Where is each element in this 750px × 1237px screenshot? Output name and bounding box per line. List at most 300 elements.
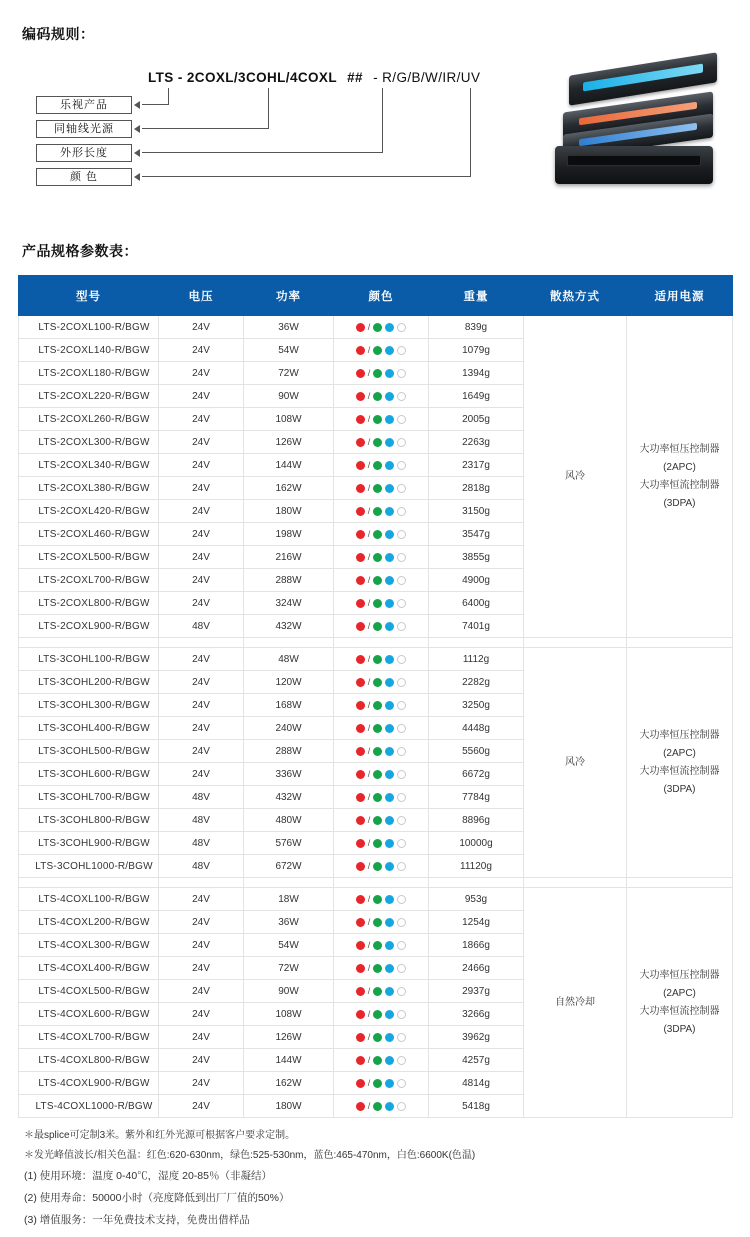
table-row xyxy=(19,316,733,339)
cell-model: LTS-3COHL1000-R/BGW xyxy=(19,855,159,878)
color-cell xyxy=(334,717,429,740)
color-dot-blue xyxy=(385,461,394,470)
cell-power: 432W xyxy=(244,615,334,638)
cell-model: LTS-2COXL340-R/BGW xyxy=(19,454,159,477)
cell-model: LTS-3COHL200-R/BGW xyxy=(19,671,159,694)
connector-line xyxy=(168,88,169,105)
color-dot-blue xyxy=(385,1102,394,1111)
connector-line xyxy=(470,88,471,177)
color-cell xyxy=(334,1072,429,1095)
cell-voltage: 24V xyxy=(159,546,244,569)
cell-power: 18W xyxy=(244,888,334,911)
color-dot-white xyxy=(397,862,406,871)
separator-cell xyxy=(429,638,524,648)
color-dot-blue xyxy=(385,678,394,687)
cell-power: 288W xyxy=(244,569,334,592)
coding-rule-diagram xyxy=(18,58,732,213)
cell-voltage: 48V xyxy=(159,615,244,638)
cell-voltage: 24V xyxy=(159,1095,244,1118)
color-slash: / xyxy=(367,815,371,825)
power-supply-line: 大功率恒流控制器 xyxy=(639,479,720,491)
power-supply-line: (3DPA) xyxy=(663,497,696,509)
cell-model: LTS-3COHL100-R/BGW xyxy=(19,648,159,671)
cell-weight: 5418g xyxy=(429,1095,524,1118)
color-dot-white xyxy=(397,599,406,608)
cell-power: 576W xyxy=(244,832,334,855)
color-dot-green xyxy=(373,530,382,539)
color-dot-blue xyxy=(385,793,394,802)
color-slash: / xyxy=(367,460,371,470)
color-slash: / xyxy=(367,677,371,687)
cell-power: 90W xyxy=(244,385,334,408)
cell-model: LTS-3COHL600-R/BGW xyxy=(19,763,159,786)
cell-power: 108W xyxy=(244,408,334,431)
cell-model: LTS-4COXL400-R/BGW xyxy=(19,957,159,980)
color-dot-white xyxy=(397,1056,406,1065)
cell-power: 54W xyxy=(244,339,334,362)
col-header-cooling: 散热方式 xyxy=(524,276,627,316)
color-dot-white xyxy=(397,1102,406,1111)
cell-weight: 6672g xyxy=(429,763,524,786)
color-dot-red xyxy=(356,415,365,424)
color-dot-white xyxy=(397,461,406,470)
color-slash: / xyxy=(367,654,371,664)
color-cell xyxy=(334,694,429,717)
cell-model: LTS-4COXL300-R/BGW xyxy=(19,934,159,957)
cell-weight: 4814g xyxy=(429,1072,524,1095)
footnote-2: (2) 使用寿命：50000小时（亮度降低到出厂厂值的50%） xyxy=(24,1192,290,1204)
separator-cell xyxy=(524,638,627,648)
color-slash: / xyxy=(367,746,371,756)
cell-power: 336W xyxy=(244,763,334,786)
color-dot-white xyxy=(397,507,406,516)
color-cell xyxy=(334,500,429,523)
color-dot-green xyxy=(373,1010,382,1019)
color-slash: / xyxy=(367,529,371,539)
cell-model: LTS-2COXL420-R/BGW xyxy=(19,500,159,523)
cell-voltage: 24V xyxy=(159,694,244,717)
color-dot-green xyxy=(373,323,382,332)
color-slash: / xyxy=(367,963,371,973)
color-dot-white xyxy=(397,964,406,973)
color-dot-green xyxy=(373,941,382,950)
color-dot-green xyxy=(373,747,382,756)
power-supply-line: (3DPA) xyxy=(663,783,696,795)
cell-weight: 6400g xyxy=(429,592,524,615)
cell-weight: 2818g xyxy=(429,477,524,500)
cell-voltage: 48V xyxy=(159,786,244,809)
color-dot-green xyxy=(373,415,382,424)
cell-voltage: 24V xyxy=(159,339,244,362)
color-dot-green xyxy=(373,895,382,904)
color-dot-green xyxy=(373,553,382,562)
color-cell xyxy=(334,1095,429,1118)
col-header-model: 型号 xyxy=(19,276,159,316)
cell-model: LTS-4COXL700-R/BGW xyxy=(19,1026,159,1049)
color-dot-white xyxy=(397,770,406,779)
connector-line xyxy=(142,104,169,105)
color-dot-white xyxy=(397,987,406,996)
cell-voltage: 24V xyxy=(159,671,244,694)
cell-weight: 3150g xyxy=(429,500,524,523)
cell-voltage: 24V xyxy=(159,523,244,546)
footnote-star-2: ＊发光峰值波长/相关色温：红色:620-630nm，绿色:525-530nm，蓝色:465-470nm，白色:6600K(色温) xyxy=(24,1150,476,1161)
color-cell xyxy=(334,454,429,477)
cell-power: 90W xyxy=(244,980,334,1003)
color-dot-red xyxy=(356,346,365,355)
color-dot-green xyxy=(373,507,382,516)
color-dot-blue xyxy=(385,770,394,779)
color-slash: / xyxy=(367,894,371,904)
connector-line xyxy=(142,176,471,177)
cell-weight: 2466g xyxy=(429,957,524,980)
power-supply-line: (3DPA) xyxy=(663,1023,696,1035)
color-cell xyxy=(334,431,429,454)
spec-table-body xyxy=(19,316,733,1118)
color-slash: / xyxy=(367,414,371,424)
cell-power: 162W xyxy=(244,1072,334,1095)
cell-voltage: 24V xyxy=(159,717,244,740)
color-dot-red xyxy=(356,839,365,848)
color-slash: / xyxy=(367,861,371,871)
footnotes xyxy=(22,1126,732,1227)
color-cell xyxy=(334,1003,429,1026)
color-dot-red xyxy=(356,793,365,802)
cell-power: 108W xyxy=(244,1003,334,1026)
col-header-power: 功率 xyxy=(244,276,334,316)
color-dot-green xyxy=(373,678,382,687)
separator-cell xyxy=(244,878,334,888)
color-dot-red xyxy=(356,747,365,756)
cell-power: 432W xyxy=(244,786,334,809)
color-dot-blue xyxy=(385,576,394,585)
color-dot-green xyxy=(373,839,382,848)
power-supply-line: (2APC) xyxy=(663,461,696,473)
color-dot-red xyxy=(356,1102,365,1111)
cell-voltage: 24V xyxy=(159,477,244,500)
cell-model: LTS-2COXL140-R/BGW xyxy=(19,339,159,362)
color-slash: / xyxy=(367,1032,371,1042)
cell-model: LTS-3COHL800-R/BGW xyxy=(19,809,159,832)
cell-power-supply xyxy=(627,648,733,878)
color-dot-white xyxy=(397,369,406,378)
color-dot-white xyxy=(397,655,406,664)
color-cell xyxy=(334,362,429,385)
cell-model: LTS-2COXL700-R/BGW xyxy=(19,569,159,592)
color-cell xyxy=(334,569,429,592)
color-dot-red xyxy=(356,438,365,447)
spec-table-header-row xyxy=(19,276,733,316)
separator-cell xyxy=(429,878,524,888)
color-dot-red xyxy=(356,530,365,539)
cell-power-supply xyxy=(627,888,733,1118)
color-dot-white xyxy=(397,793,406,802)
power-supply-line: 大功率恒压控制器 xyxy=(639,443,720,455)
footnote-star-1: ＊最splice可定制3米。紫外和红外光源可根据客户要求定制。 xyxy=(24,1130,296,1141)
col-header-color: 颜色 xyxy=(334,276,429,316)
color-slash: / xyxy=(367,621,371,631)
separator-cell xyxy=(244,638,334,648)
cell-model: LTS-3COHL900-R/BGW xyxy=(19,832,159,855)
color-cell xyxy=(334,671,429,694)
cell-weight: 1254g xyxy=(429,911,524,934)
color-dot-white xyxy=(397,918,406,927)
table-group-separator xyxy=(19,638,733,648)
cell-weight: 2317g xyxy=(429,454,524,477)
cell-voltage: 24V xyxy=(159,763,244,786)
color-dot-green xyxy=(373,438,382,447)
color-cell xyxy=(334,934,429,957)
cell-weight: 1649g xyxy=(429,385,524,408)
color-dot-white xyxy=(397,323,406,332)
color-dot-green xyxy=(373,862,382,871)
color-dot-white xyxy=(397,724,406,733)
color-dot-white xyxy=(397,415,406,424)
cell-model: LTS-4COXL900-R/BGW xyxy=(19,1072,159,1095)
col-header-voltage: 电压 xyxy=(159,276,244,316)
cell-voltage: 24V xyxy=(159,740,244,763)
color-dot-blue xyxy=(385,1079,394,1088)
separator-cell xyxy=(627,878,733,888)
product-photo-housing xyxy=(555,146,713,184)
color-dot-red xyxy=(356,461,365,470)
coding-label-color: 颜 色 xyxy=(36,168,132,186)
color-dot-blue xyxy=(385,369,394,378)
color-cell xyxy=(334,786,429,809)
cell-voltage: 24V xyxy=(159,957,244,980)
color-slash: / xyxy=(367,598,371,608)
cell-weight: 4257g xyxy=(429,1049,524,1072)
cell-voltage: 24V xyxy=(159,1049,244,1072)
connector-arrow xyxy=(134,149,140,157)
cell-power-supply xyxy=(627,316,733,638)
color-dot-blue xyxy=(385,599,394,608)
color-dot-green xyxy=(373,346,382,355)
col-header-weight: 重量 xyxy=(429,276,524,316)
color-slash: / xyxy=(367,322,371,332)
cell-voltage: 24V xyxy=(159,454,244,477)
color-dot-blue xyxy=(385,484,394,493)
separator-cell xyxy=(524,878,627,888)
color-dot-red xyxy=(356,1010,365,1019)
color-slash: / xyxy=(367,986,371,996)
cell-model: LTS-4COXL500-R/BGW xyxy=(19,980,159,1003)
cell-weight: 839g xyxy=(429,316,524,339)
cell-model: LTS-3COHL300-R/BGW xyxy=(19,694,159,717)
cell-voltage: 24V xyxy=(159,1026,244,1049)
power-supply-line: (2APC) xyxy=(663,987,696,999)
color-dot-green xyxy=(373,576,382,585)
color-dot-blue xyxy=(385,1056,394,1065)
connector-arrow xyxy=(134,101,140,109)
coding-string-prefix: LTS - 2COXL/3COHL/4COXL xyxy=(148,70,337,85)
power-supply-line: 大功率恒压控制器 xyxy=(639,729,720,741)
cell-model: LTS-2COXL380-R/BGW xyxy=(19,477,159,500)
coding-label-type: 同轴线光源 xyxy=(36,120,132,138)
color-dot-green xyxy=(373,1079,382,1088)
color-slash: / xyxy=(367,917,371,927)
color-dot-blue xyxy=(385,655,394,664)
product-photo-collage xyxy=(547,62,722,190)
cell-model: LTS-2COXL500-R/BGW xyxy=(19,546,159,569)
color-dot-red xyxy=(356,1056,365,1065)
color-cell xyxy=(334,339,429,362)
color-dot-blue xyxy=(385,918,394,927)
color-dot-white xyxy=(397,1010,406,1019)
color-dot-green xyxy=(373,1102,382,1111)
color-cell xyxy=(334,385,429,408)
color-dot-blue xyxy=(385,1010,394,1019)
cell-voltage: 24V xyxy=(159,408,244,431)
color-dot-blue xyxy=(385,415,394,424)
color-dot-red xyxy=(356,622,365,631)
color-dot-white xyxy=(397,438,406,447)
color-dot-red xyxy=(356,862,365,871)
color-cell xyxy=(334,740,429,763)
cell-voltage: 24V xyxy=(159,431,244,454)
color-dot-white xyxy=(397,484,406,493)
color-dot-red xyxy=(356,1033,365,1042)
cell-weight: 1866g xyxy=(429,934,524,957)
color-dot-white xyxy=(397,941,406,950)
color-dot-red xyxy=(356,553,365,562)
cell-voltage: 24V xyxy=(159,911,244,934)
spec-table-heading: 产品规格参数表： xyxy=(22,243,138,259)
color-dot-red xyxy=(356,484,365,493)
cell-model: LTS-4COXL600-R/BGW xyxy=(19,1003,159,1026)
cell-weight: 2263g xyxy=(429,431,524,454)
color-dot-green xyxy=(373,724,382,733)
cell-model: LTS-2COXL100-R/BGW xyxy=(19,316,159,339)
color-dot-green xyxy=(373,701,382,710)
cell-model: LTS-3COHL400-R/BGW xyxy=(19,717,159,740)
color-dot-red xyxy=(356,369,365,378)
cell-cooling: 自然冷却 xyxy=(524,888,627,1118)
color-dot-blue xyxy=(385,987,394,996)
cell-model: LTS-2COXL900-R/BGW xyxy=(19,615,159,638)
connector-line xyxy=(382,88,383,153)
color-dot-blue xyxy=(385,1033,394,1042)
color-dot-blue xyxy=(385,553,394,562)
color-slash: / xyxy=(367,575,371,585)
color-cell xyxy=(334,523,429,546)
color-slash: / xyxy=(367,700,371,710)
footnote-3: (3) 增值服务：一年免费技术支持，免费出借样品 xyxy=(24,1214,250,1226)
cell-weight: 1394g xyxy=(429,362,524,385)
color-dot-red xyxy=(356,323,365,332)
color-dot-green xyxy=(373,816,382,825)
cell-voltage: 24V xyxy=(159,385,244,408)
color-dot-red xyxy=(356,895,365,904)
color-slash: / xyxy=(367,769,371,779)
coding-string xyxy=(148,70,480,85)
color-cell xyxy=(334,1026,429,1049)
cell-power: 36W xyxy=(244,911,334,934)
cell-weight: 5560g xyxy=(429,740,524,763)
color-dot-white xyxy=(397,553,406,562)
cell-power: 168W xyxy=(244,694,334,717)
color-dot-blue xyxy=(385,941,394,950)
color-dot-white xyxy=(397,839,406,848)
cell-power: 240W xyxy=(244,717,334,740)
color-dot-green xyxy=(373,484,382,493)
color-slash: / xyxy=(367,345,371,355)
cell-power: 126W xyxy=(244,1026,334,1049)
color-dot-green xyxy=(373,655,382,664)
cell-model: LTS-2COXL180-R/BGW xyxy=(19,362,159,385)
color-dot-red xyxy=(356,599,365,608)
cell-voltage: 24V xyxy=(159,362,244,385)
color-dot-white xyxy=(397,816,406,825)
coding-rule-heading: 编码规则： xyxy=(22,26,95,42)
cell-voltage: 24V xyxy=(159,1003,244,1026)
coding-label-length: 外形长度 xyxy=(36,144,132,162)
color-dot-green xyxy=(373,1056,382,1065)
color-dot-white xyxy=(397,747,406,756)
cell-weight: 7401g xyxy=(429,615,524,638)
color-slash: / xyxy=(367,940,371,950)
color-dot-blue xyxy=(385,530,394,539)
cell-voltage: 24V xyxy=(159,569,244,592)
color-cell xyxy=(334,832,429,855)
color-slash: / xyxy=(367,1055,371,1065)
color-cell xyxy=(334,648,429,671)
cell-model: LTS-3COHL500-R/BGW xyxy=(19,740,159,763)
cell-cooling: 风冷 xyxy=(524,316,627,638)
color-dot-blue xyxy=(385,839,394,848)
cell-model: LTS-4COXL800-R/BGW xyxy=(19,1049,159,1072)
cell-voltage: 24V xyxy=(159,592,244,615)
cell-weight: 3266g xyxy=(429,1003,524,1026)
color-dot-blue xyxy=(385,862,394,871)
cell-power: 288W xyxy=(244,740,334,763)
cell-model: LTS-2COXL260-R/BGW xyxy=(19,408,159,431)
cell-weight: 1079g xyxy=(429,339,524,362)
color-dot-blue xyxy=(385,507,394,516)
color-dot-blue xyxy=(385,724,394,733)
cell-voltage: 24V xyxy=(159,500,244,523)
separator-cell xyxy=(159,638,244,648)
power-supply-line: 大功率恒流控制器 xyxy=(639,1005,720,1017)
cell-voltage: 48V xyxy=(159,855,244,878)
color-cell xyxy=(334,316,429,339)
cell-weight: 953g xyxy=(429,888,524,911)
color-dot-red xyxy=(356,392,365,401)
cell-weight: 2282g xyxy=(429,671,524,694)
color-dot-blue xyxy=(385,816,394,825)
cell-weight: 4448g xyxy=(429,717,524,740)
color-dot-green xyxy=(373,770,382,779)
cell-weight: 2937g xyxy=(429,980,524,1003)
separator-cell xyxy=(19,878,159,888)
color-dot-white xyxy=(397,1079,406,1088)
separator-cell xyxy=(19,638,159,648)
cell-power: 672W xyxy=(244,855,334,878)
cell-weight: 3547g xyxy=(429,523,524,546)
color-dot-green xyxy=(373,461,382,470)
color-cell xyxy=(334,855,429,878)
separator-cell xyxy=(334,638,429,648)
cell-power: 216W xyxy=(244,546,334,569)
cell-power: 198W xyxy=(244,523,334,546)
color-dot-blue xyxy=(385,622,394,631)
cell-weight: 1112g xyxy=(429,648,524,671)
color-dot-red xyxy=(356,678,365,687)
color-slash: / xyxy=(367,391,371,401)
cell-voltage: 48V xyxy=(159,832,244,855)
color-cell xyxy=(334,763,429,786)
color-dot-white xyxy=(397,346,406,355)
